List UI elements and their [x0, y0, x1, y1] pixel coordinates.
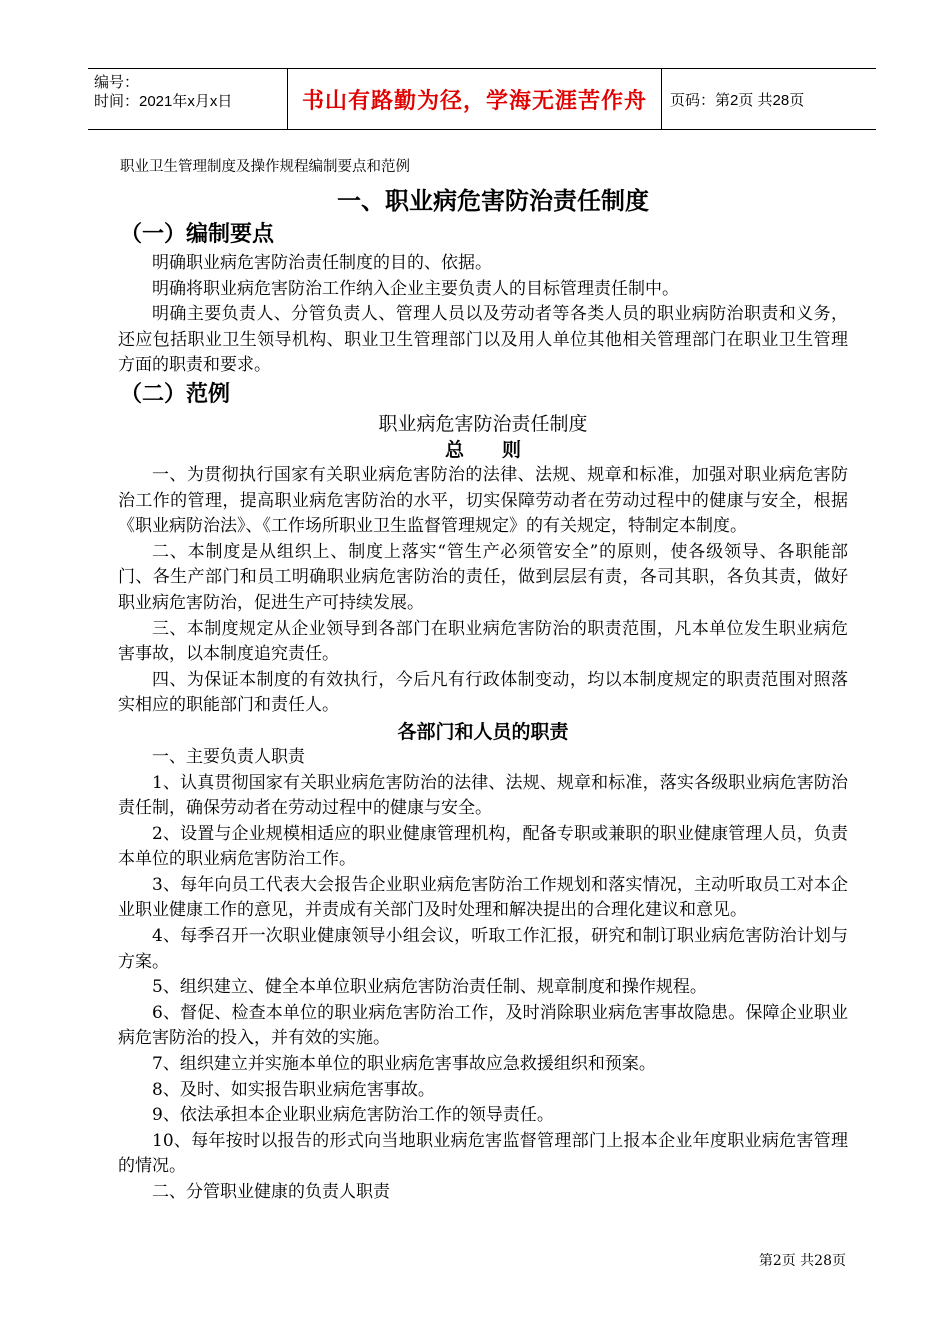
paragraph: 明确将职业病危害防治工作纳入企业主要负责人的目标管理责任制中。 — [152, 278, 679, 299]
paragraph: 4、每季召开一次职业健康领导小组会议，听取工作汇报，研究和制订职业病危害防治计划与方案。 — [118, 926, 848, 972]
paragraph: 一、为贯彻执行国家有关职业病危害防治的法律、法规、规章和标准，加强对职业病危害防治工作的管理，提高职业病危害防治的水平，切实保障劳动者在劳动过程中的健康与安全，根据《职业病防治法》、《工作场所职业卫生监督管理规定》的有关规定，特制定本制度。 — [118, 464, 848, 537]
document-body — [118, 150, 848, 1206]
paragraph: 9、依法承担本企业职业病危害防治工作的领导责任。 — [152, 1105, 554, 1126]
paragraph: 6、督促、检查本单位的职业病危害防治工作，及时消除职业病危害事故隐患。保障企业职业病危害防治的投入，并有效的实施。 — [118, 1002, 848, 1049]
header-motto: 书山有路勤为径，学海无涯苦作舟 — [288, 69, 662, 129]
duties-title: 各部门和人员的职责 — [397, 720, 569, 743]
paragraph: 明确主要负责人、分管负责人、管理人员以及劳动者等各类人员的职业病防治职责和义务，还应包括职业卫生领导机构、职业卫生管理部门以及用人单位其他相关管理部门在职业卫生管理方面的职责和要求。 — [118, 304, 848, 376]
paragraph: 2、设置与企业规模相适应的职业健康管理机构，配备专职或兼职的职业健康管理人员，负责本单位的职业病危害防治工作。 — [118, 823, 848, 870]
paragraph: 5、组织建立、健全本单位职业病危害防治责任制、规章制度和操作规程。 — [152, 977, 707, 998]
header-meta — [88, 69, 288, 129]
general-provisions-title: 总 则 — [444, 438, 521, 461]
chapter-title: 一、职业病危害防治责任制度 — [337, 187, 649, 215]
paragraph: 明确职业病危害防治责任制度的目的、依据。 — [152, 253, 492, 273]
header-time-label: 时间：2021年x月x日 — [94, 93, 233, 110]
section-heading-example: （二）范例 — [120, 381, 231, 407]
paragraph: 3、每年向员工代表大会报告企业职业病危害防治工作规划和落实情况，主动听取员工对本企业职业健康工作的意见，并责成有关部门及时处理和解决提出的合理化建议和意见。 — [118, 874, 848, 921]
paragraph: 三、本制度规定从企业领导到各部门在职业病危害防治的职责范围，凡本单位发生职业病危害事故，以本制度追究责任。 — [118, 618, 848, 665]
paragraph: 一、主要负责人职责 — [152, 746, 305, 767]
paragraph: 四、为保证本制度的有效执行，今后凡有行政体制变动，均以本制度规定的职责范围对照落实相应的职能部门和责任人。 — [118, 669, 848, 716]
paragraph: 7、组织建立并实施本单位的职业病危害事故应急救援组织和预案。 — [152, 1054, 656, 1075]
paragraph: 二、本制度是从组织上、制度上落实“管生产必须管安全”的原则，使各级领导、各职能部门、各生产部门和员工明确职业病危害防治的责任，做到层层有责，各司其职，各负其责，做好职业病危害防治，促进生产可持续发展。 — [118, 541, 848, 613]
example-title: 职业病危害防治责任制度 — [378, 412, 588, 435]
header-page-info: 页码：第2页 共28页 — [670, 91, 805, 109]
document-title: 职业卫生管理制度及操作规程编制要点和范例 — [120, 159, 410, 175]
paragraph: 1、认真贯彻国家有关职业病危害防治的法律、法规、规章和标准，落实各级职业病危害防治责任制，确保劳动者在劳动过程中的健康与安全。 — [118, 772, 848, 819]
header-number-label: 编号： — [94, 74, 140, 91]
paragraph: 10、每年按时以报告的形式向当地职业病危害监督管理部门上报本企业年度职业病危害管理的情况。 — [118, 1130, 848, 1177]
paragraph: 8、及时、如实报告职业病危害事故。 — [152, 1079, 435, 1100]
section-heading-key-points: （一）编制要点 — [120, 222, 275, 247]
page-header — [88, 68, 876, 130]
paragraph: 二、分管职业健康的负责人职责 — [152, 1182, 390, 1202]
page-footer: 第2页 共28页 — [758, 1253, 846, 1269]
